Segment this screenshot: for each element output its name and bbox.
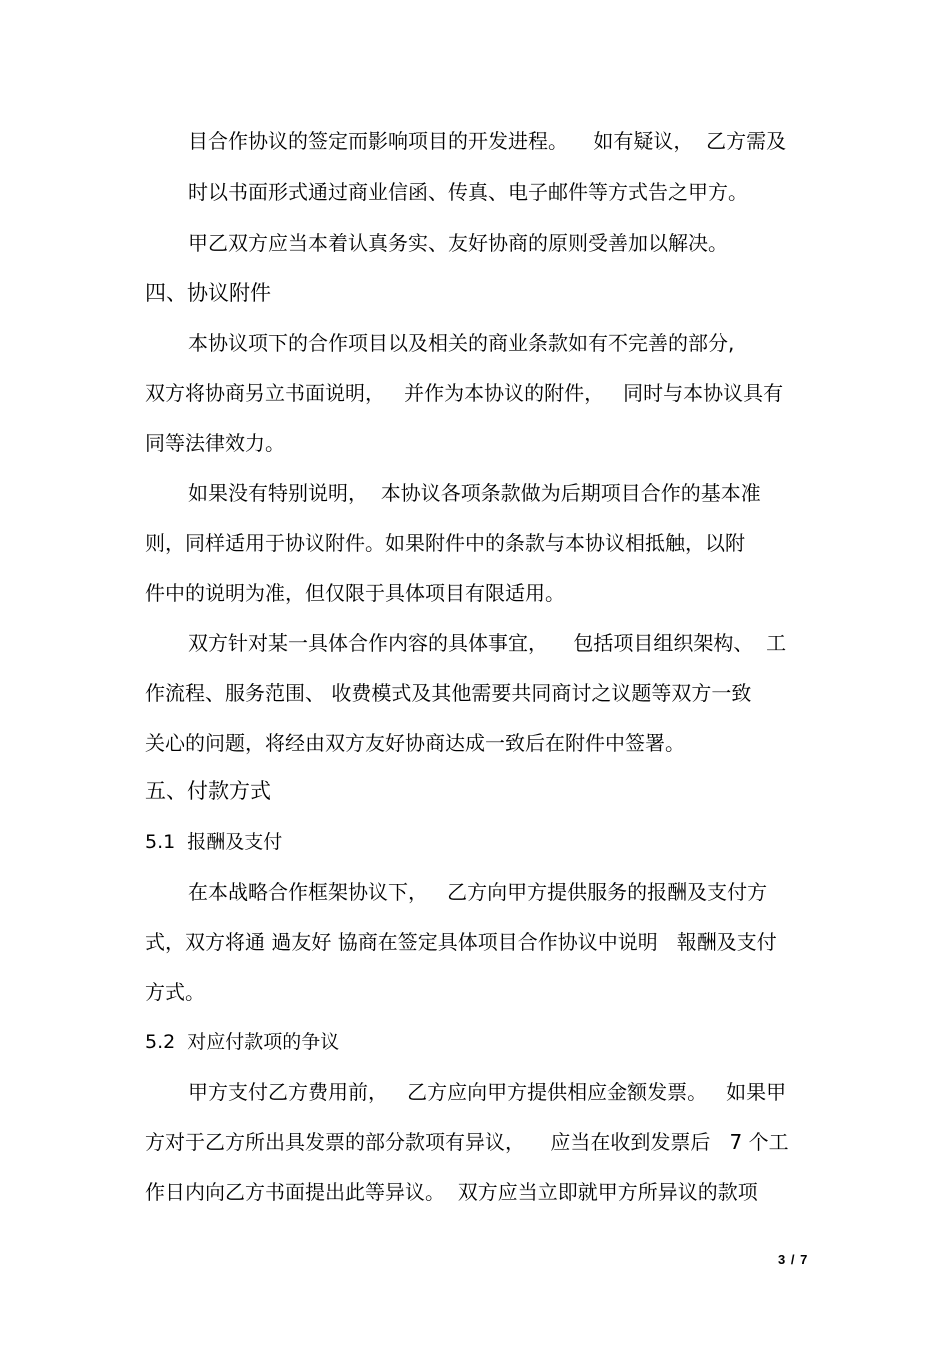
paragraph-line: 在本战略合作框架协议下， 乙方向甲方提供服务的报酬及支付方 — [188, 880, 768, 904]
subsection-heading: 5.2 对应付款项的争议 — [145, 1031, 340, 1053]
paragraph-line: 双方针对某一具体合作内容的具体事宜， 包括项目组织架构、 工 — [188, 631, 787, 655]
paragraph-line: 如果没有特别说明， 本协议各项条款做为后期项目合作的基本准 — [188, 481, 761, 505]
paragraph-line: 本协议项下的合作项目以及相关的商业条款如有不完善的部分, — [188, 331, 735, 355]
paragraph-line: 时以书面形式通过商业信函、传真、电子邮件等方式告之甲方。 — [188, 180, 748, 204]
paragraph-line: 甲方支付乙方费用前， 乙方应向甲方提供相应金额发票。 如果甲 — [188, 1080, 787, 1104]
paragraph-line: 关心的问题，将经由双方友好协商达成一致后在附件中签署。 — [145, 731, 685, 755]
paragraph-line: 则，同样适用于协议附件。如果附件中的条款与本协议相抵触，以附 — [145, 531, 745, 555]
section-heading: 四、协议附件 — [145, 281, 271, 305]
paragraph-line: 作日内向乙方书面提出此等异议。 双方应当立即就甲方所异议的款项 — [145, 1180, 758, 1204]
paragraph-line: 方对于乙方所出具发票的部分款项有异议， 应当在收到发票后 7 个工 — [145, 1130, 789, 1154]
paragraph-line: 件中的说明为准，但仅限于具体项目有限适用。 — [145, 581, 565, 605]
paragraph-line: 方式。 — [145, 980, 205, 1004]
paragraph-line: 甲乙双方应当本着认真务实、友好协商的原则受善加以解决。 — [188, 231, 728, 255]
paragraph-line: 式，双方将通 過友好 協商在签定具体项目合作协议中说明 報酬及支付 — [145, 930, 777, 954]
section-heading: 五、付款方式 — [145, 779, 271, 803]
page-number: 3 / 7 — [778, 1252, 809, 1267]
paragraph-line: 双方将协商另立书面说明， 并作为本协议的附件， 同时与本协议具有 — [145, 381, 784, 405]
paragraph-line: 同等法律效力。 — [145, 431, 285, 455]
paragraph-line: 作流程、服务范围、 收费模式及其他需要共同商讨之议题等双方一致 — [145, 681, 752, 705]
subsection-heading: 5.1 报酬及支付 — [145, 831, 283, 853]
paragraph-line: 目合作协议的签定而影响项目的开发进程。 如有疑议， 乙方需及 — [188, 129, 787, 153]
